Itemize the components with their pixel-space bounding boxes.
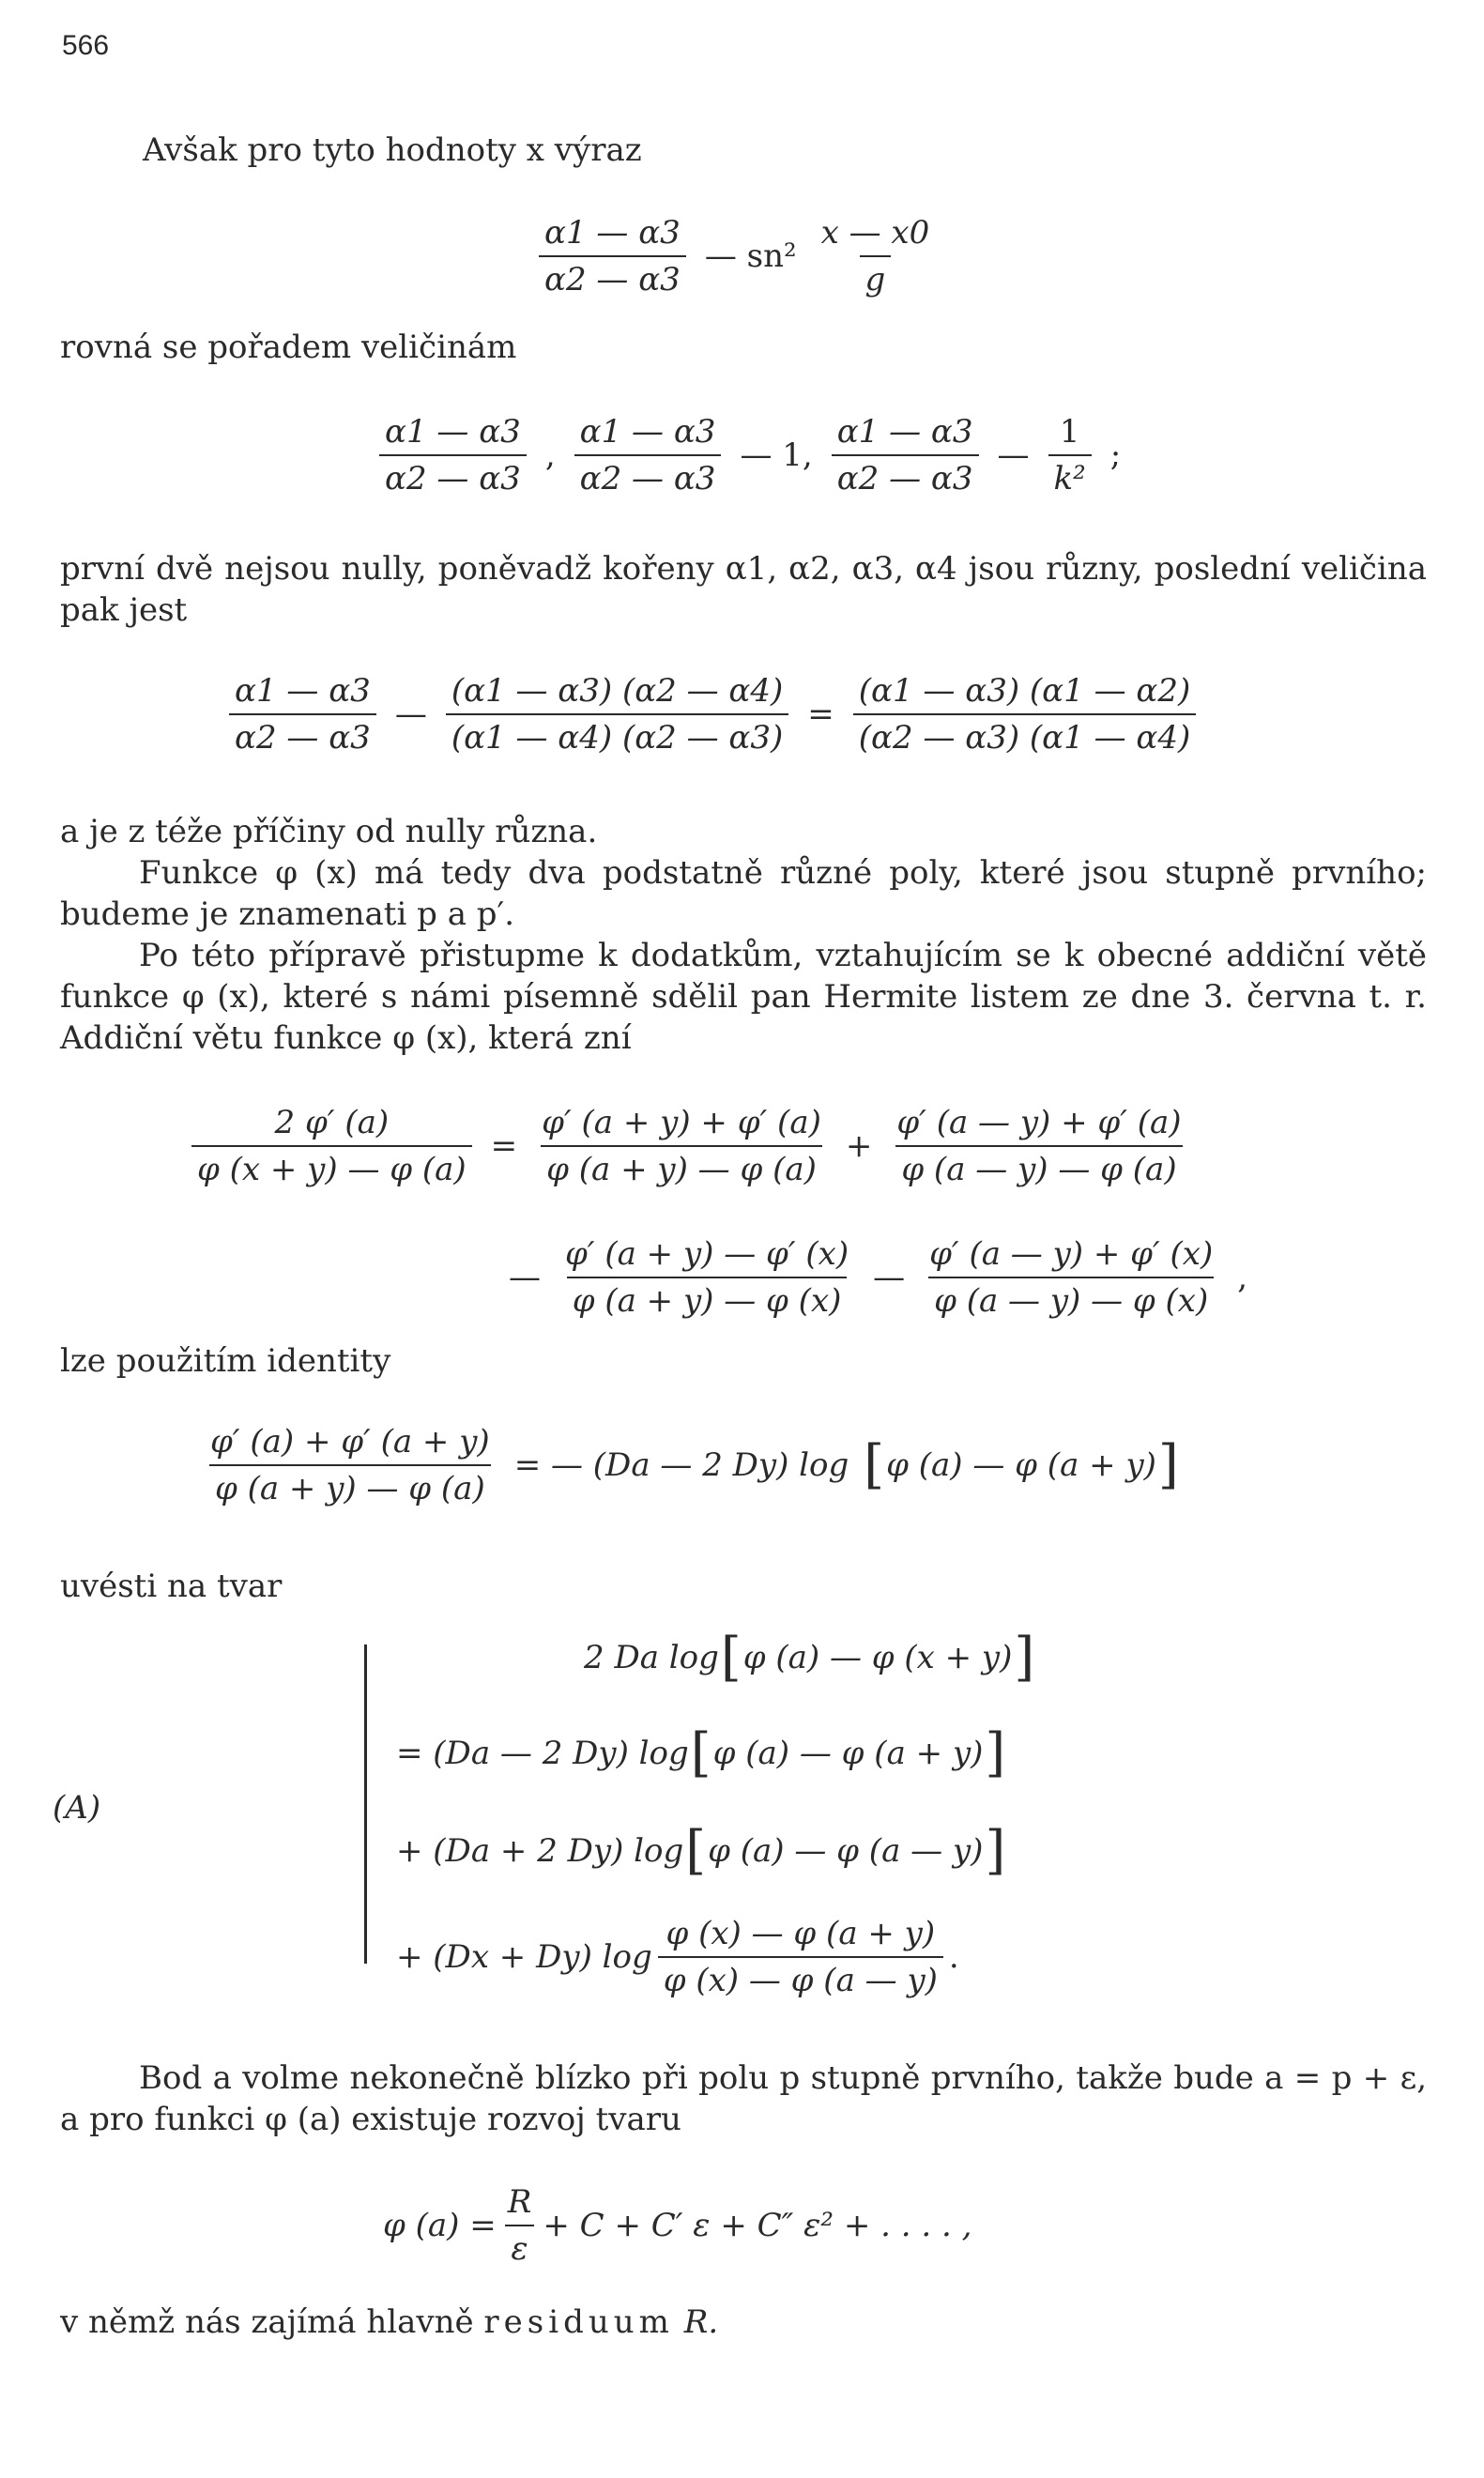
equation-label: (A) — [53, 1789, 101, 1827]
system-row-1 — [584, 1627, 1036, 1688]
operator: — — [509, 1259, 541, 1296]
equation-1 — [533, 214, 941, 298]
denominator: α2 — α3 — [574, 454, 722, 497]
bracket-content: φ (a) — φ (x + y) — [742, 1639, 1013, 1676]
uvesti-line: uvésti na tvar — [60, 1568, 283, 1605]
left-bracket: [ — [690, 1722, 711, 1783]
equation-4-row-1 — [186, 1104, 1193, 1188]
right-bracket: ] — [985, 1820, 1006, 1881]
row-prefix: + (Dx + Dy) log — [396, 1938, 652, 1976]
page-number: 566 — [62, 30, 110, 61]
system-row-4 — [396, 1915, 959, 1999]
lze-line: lze použitím identity — [60, 1342, 391, 1380]
denominator: (α2 — α3) (α1 — α4) — [853, 713, 1196, 757]
left-bracket: [ — [720, 1627, 742, 1688]
numerator: α1 — α3 — [544, 214, 681, 252]
operator: — 1, — [740, 436, 813, 474]
numerator: 2 φ′ (a) — [274, 1104, 390, 1141]
fraction — [658, 1915, 943, 1999]
equation-2 — [374, 413, 1134, 497]
p6-text: v němž nás zajímá hlavně — [60, 2303, 474, 2341]
denominator: α2 — α3 — [832, 454, 979, 497]
numerator: φ′ (a + y) + φ′ (a) — [542, 1104, 821, 1141]
denominator: ε — [505, 2225, 533, 2268]
fraction — [229, 672, 376, 757]
numerator: α1 — α3 — [385, 413, 521, 451]
equation-4-row-2 — [496, 1235, 1261, 1320]
fraction — [446, 672, 788, 757]
numerator: x — x0 — [820, 214, 930, 252]
right-bracket: ] — [1014, 1627, 1035, 1688]
series-rest: + C + C′ ε + C″ ε² + . . . . , — [543, 2207, 972, 2244]
operator: + — [845, 1127, 873, 1165]
denominator: (α1 — α4) (α2 — α3) — [446, 713, 788, 757]
numerator: φ′ (a) + φ′ (a + y) — [210, 1423, 490, 1461]
fraction — [539, 214, 686, 298]
fraction — [559, 1235, 854, 1320]
numerator: R — [507, 2183, 532, 2221]
rhs-prefix: = — (Da — 2 Dy) log — [513, 1446, 849, 1484]
equation-3 — [223, 672, 1201, 757]
denominator: φ (a + y) — φ (x) — [567, 1277, 848, 1320]
fraction — [574, 413, 722, 497]
operator: = — [807, 696, 834, 733]
denominator: φ (x + y) — φ (a) — [191, 1145, 472, 1188]
fraction — [379, 413, 527, 497]
denominator: φ (x) — φ (a — y) — [658, 1956, 943, 1999]
numerator: φ (x) — φ (a + y) — [666, 1915, 936, 1952]
residuum-word: residuum — [483, 2303, 674, 2341]
fraction — [853, 672, 1196, 757]
denominator: k² — [1048, 454, 1092, 497]
system-row-2 — [396, 1722, 1007, 1783]
separator: , — [1237, 1259, 1248, 1296]
fraction — [816, 214, 936, 298]
bracket-content: φ (a) — φ (a — y) — [708, 1832, 984, 1870]
row-prefix: = (Da — 2 Dy) log — [396, 1735, 689, 1772]
fraction — [891, 1104, 1186, 1188]
bracket-content: φ (a) — φ (a + y) — [886, 1446, 1156, 1484]
numerator: φ′ (a — y) + φ′ (x) — [929, 1235, 1214, 1273]
operator: — sn² — [704, 237, 797, 275]
denominator: φ (a + y) — φ (a) — [209, 1464, 491, 1507]
residuum-symbol: R. — [683, 2303, 719, 2341]
system-row-3 — [396, 1820, 1007, 1881]
paragraph-2: a je z téže příčiny od nully různa. — [60, 813, 598, 850]
denominator: φ (a — y) — φ (x) — [928, 1277, 1214, 1320]
paragraph-5: Bod a volme nekonečně blízko při polu p stupně prvního, takže bude a = p + ε, a pro funkci φ (a) existuje rozvoj tvaru — [60, 2059, 1427, 2138]
denominator: φ (a — y) — φ (a) — [895, 1145, 1182, 1188]
numerator: α1 — α3 — [235, 672, 371, 710]
rovna-line: rovná se pořadem veličinám — [60, 329, 517, 366]
system-brace — [364, 1644, 380, 1964]
numerator: (α1 — α3) (α1 — α2) — [858, 672, 1191, 710]
operator: — — [997, 436, 1030, 474]
fraction — [536, 1104, 827, 1188]
left-bracket: [ — [864, 1434, 885, 1495]
lhs: φ (a) = — [383, 2207, 497, 2244]
bracket-content: φ (a) — φ (a + y) — [712, 1735, 984, 1772]
fraction — [191, 1104, 472, 1188]
operator: — — [873, 1259, 906, 1296]
operator: — — [394, 696, 427, 733]
denominator: g — [860, 255, 892, 298]
fraction — [832, 413, 979, 497]
fraction — [502, 2183, 538, 2268]
paragraph-1: první dvě nejsou nully, poněvadž kořeny α1, α2, α3, α4 jsou různy, poslední veličina pak jest — [60, 550, 1427, 629]
left-bracket: [ — [685, 1820, 707, 1881]
paragraph-4: Po této přípravě přistupme k dodatkům, vztahujícím se k obecné addiční větě funkce φ (x), které s námi písemně sdělil pan Hermite listem ze dne 3. června t. r. Addiční větu funkce φ (x), která zní — [60, 937, 1427, 1057]
numerator: α1 — α3 — [579, 413, 716, 451]
fraction — [205, 1423, 496, 1507]
row-prefix: + (Da + 2 Dy) log — [396, 1832, 684, 1870]
numerator: φ′ (a + y) — φ′ (x) — [565, 1235, 849, 1273]
period: . — [948, 1938, 959, 1976]
intro-line: Avšak pro tyto hodnoty x výraz — [143, 131, 642, 169]
numerator: 1 — [1059, 413, 1080, 451]
separator: ; — [1109, 436, 1122, 474]
right-bracket: ] — [1157, 1434, 1179, 1495]
operator: = — [490, 1127, 518, 1165]
numerator: (α1 — α3) (α2 — α4) — [451, 672, 784, 710]
fraction — [1048, 413, 1092, 497]
paragraph-6 — [60, 2302, 718, 2345]
denominator: α2 — α3 — [379, 454, 527, 497]
equation-6 — [383, 2183, 971, 2268]
denominator: α2 — α3 — [539, 255, 686, 298]
denominator: φ (a + y) — φ (a) — [541, 1145, 822, 1188]
paragraph-3: Funkce φ (x) má tedy dva podstatně různé poly, které jsou stupně prvního; budeme je znamenati p a p′. — [60, 854, 1427, 933]
right-bracket: ] — [985, 1722, 1006, 1783]
denominator: α2 — α3 — [229, 713, 376, 757]
equation-5 — [199, 1423, 1181, 1507]
fraction — [924, 1235, 1218, 1320]
numerator: φ′ (a — y) + φ′ (a) — [896, 1104, 1182, 1141]
row-prefix: 2 Da log — [584, 1639, 719, 1676]
separator: , — [544, 436, 556, 474]
numerator: α1 — α3 — [836, 413, 973, 451]
